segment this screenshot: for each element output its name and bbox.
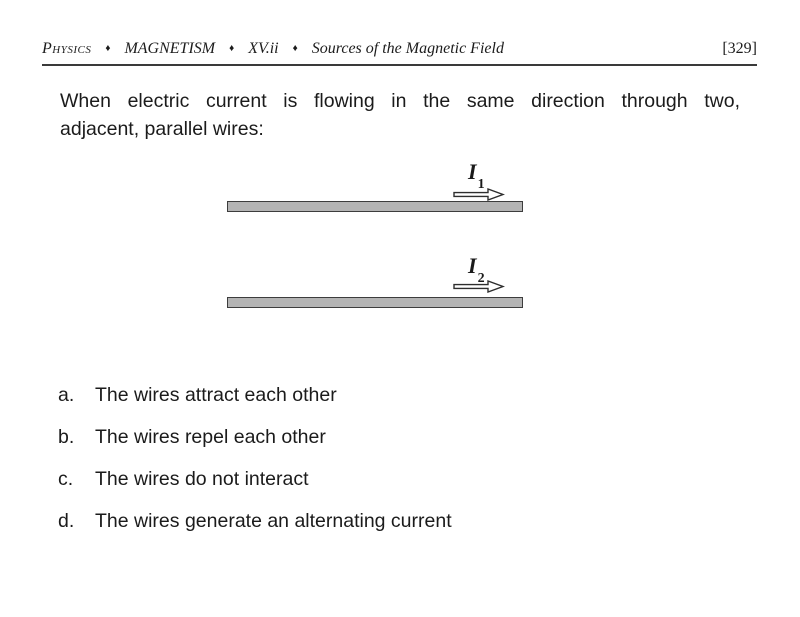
- current-subscript: 1: [477, 177, 485, 193]
- option-text: The wires repel each other: [95, 426, 326, 448]
- question-text: [60, 87, 740, 143]
- answer-option-a: [58, 383, 738, 407]
- current-label-i2: [468, 253, 485, 287]
- wire-1: [227, 201, 523, 212]
- section-subtitle: Sources of the Magnetic Field: [311, 40, 504, 57]
- current-subscript: 2: [477, 271, 485, 287]
- option-text: The wires do not interact: [95, 468, 309, 490]
- page-number: [329]: [722, 40, 757, 57]
- page-header: [42, 40, 757, 60]
- question-line-1: When electric current is flowing in the same direction through two,: [60, 90, 740, 112]
- current-symbol: I: [468, 159, 477, 184]
- answer-option-c: [58, 467, 738, 491]
- option-text: The wires attract each other: [95, 384, 337, 406]
- option-text: The wires generate an alternating current: [95, 510, 452, 532]
- header-rule: [42, 64, 757, 66]
- chapter-topic: MAGNETISM: [124, 40, 216, 57]
- current-symbol: I: [468, 253, 477, 278]
- option-letter: d.: [58, 510, 75, 532]
- diamond-separator-icon: ♦: [229, 43, 235, 54]
- section-number: XV.ii: [248, 40, 279, 57]
- diamond-separator-icon: ♦: [292, 43, 298, 54]
- current-direction-arrow-icon: [453, 280, 505, 293]
- answer-option-b: [58, 425, 738, 449]
- current-label-i1: [468, 159, 485, 193]
- answer-option-d: [58, 509, 738, 533]
- option-letter: c.: [58, 468, 74, 490]
- option-letter: a.: [58, 384, 75, 406]
- current-direction-arrow-icon: [453, 188, 505, 201]
- option-letter: b.: [58, 426, 75, 448]
- question-line-2: adjacent, parallel wires:: [60, 118, 264, 140]
- diamond-separator-icon: ♦: [105, 43, 111, 54]
- course-name: Physics: [42, 40, 92, 57]
- wire-2: [227, 297, 523, 308]
